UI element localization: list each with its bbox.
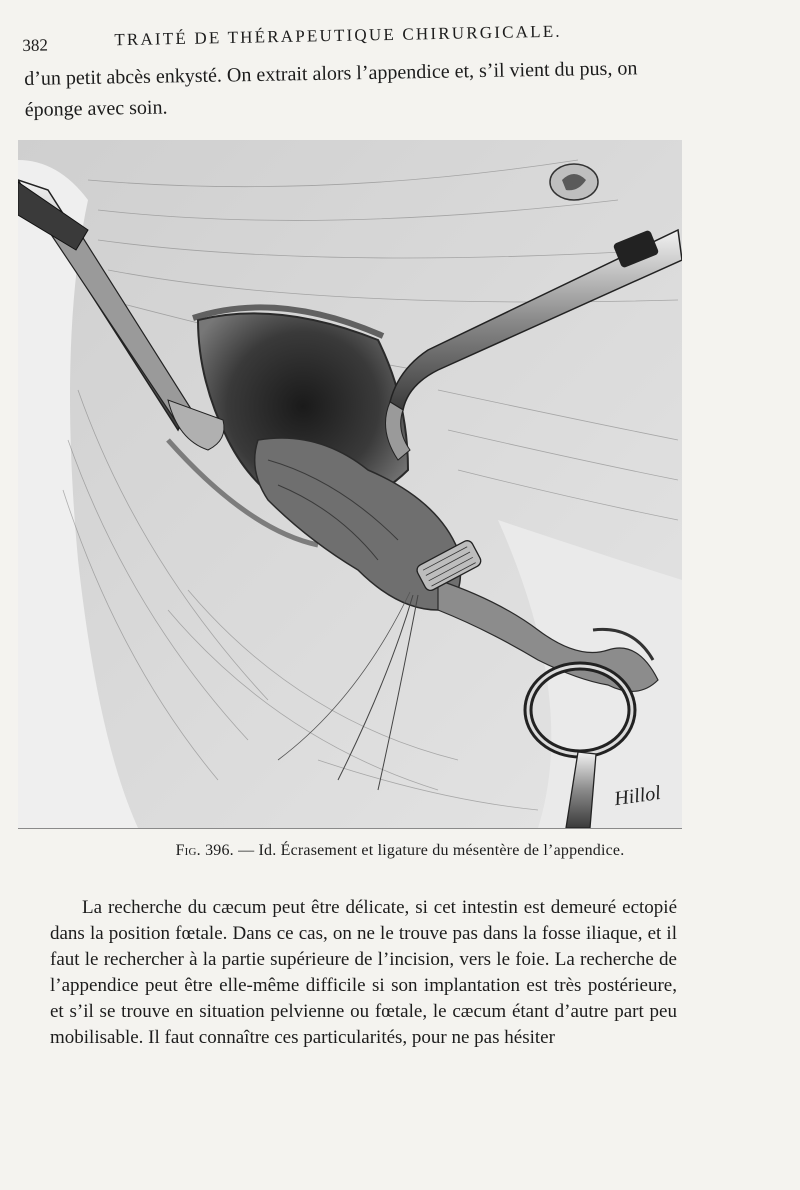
figure-label: Fig. 396. <box>175 842 234 859</box>
illustration-drawing <box>18 140 682 828</box>
running-head <box>22 8 763 56</box>
surgical-illustration <box>18 140 682 829</box>
page-number: 382 <box>22 35 49 55</box>
figure-caption <box>0 842 800 860</box>
figure-caption-text: — Id. Écrasement et ligature du mésentère de l’appendice. <box>233 842 625 859</box>
running-title: TRAITÉ DE THÉRAPEUTIQUE CHIRURGICALE. <box>114 21 562 50</box>
artist-signature: Hillol <box>612 781 663 811</box>
body-paragraph <box>50 895 677 1051</box>
body-paragraph-text: La recherche du cæcum peut être délicate, si cet intestin est demeuré ectopié dans la position fœtale. Dans ce cas, on ne le trouve pas dans la fosse iliaque, et il faut le rechercher à la partie supérieure de l’incision, vers le foie. La recherche de l’appendice peut être elle-même difficile si son implantation est très postérieure, et s’il se trouve en situation pelvienne ou fœtale, le cæcum étant d’autre part peu mobilisable. Il faut connaître ces particularités, pour ne pas hésiter <box>50 897 677 1048</box>
lead-paragraph-text: d’un petit abcès enkysté. On extrait alors l’appendice et, s’il vient du pus, on éponge avec soin. <box>24 57 638 121</box>
lead-paragraph <box>24 53 665 126</box>
